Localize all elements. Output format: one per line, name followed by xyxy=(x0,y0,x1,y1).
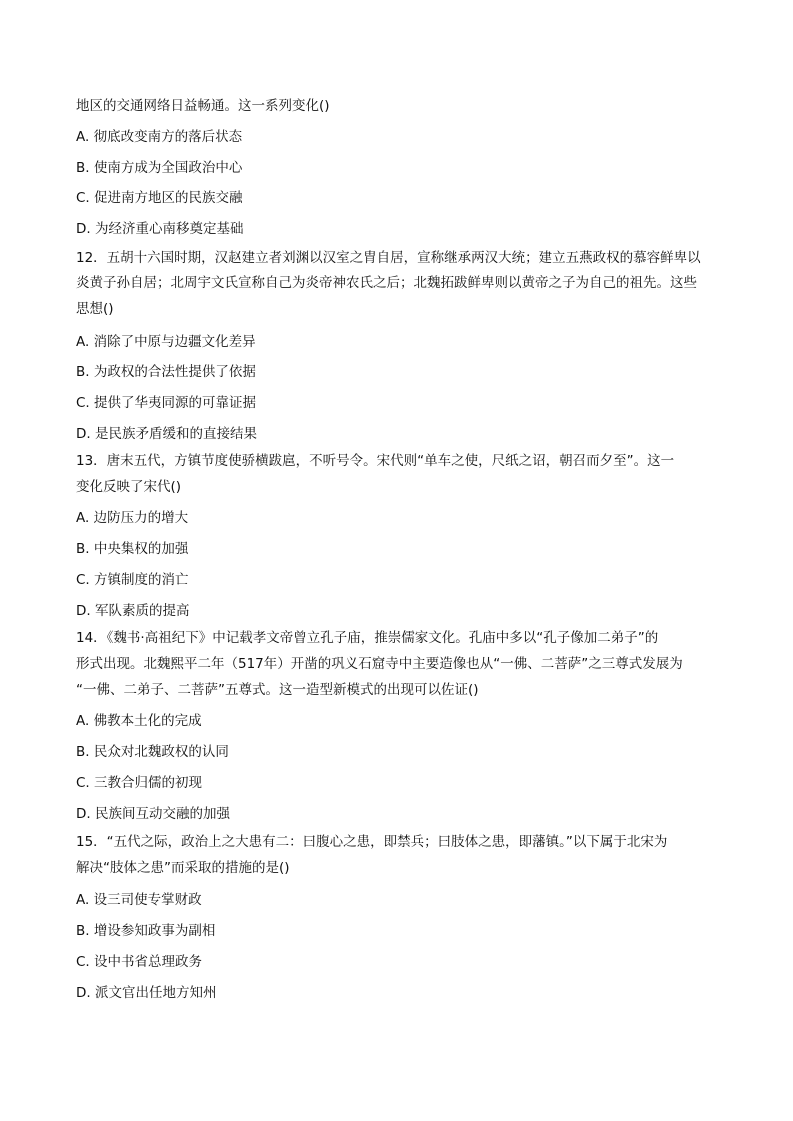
q15-option-a: A. 设三司使专掌财政 xyxy=(76,892,202,908)
q14-option-d: D. 民族间互动交融的加强 xyxy=(76,806,230,822)
q12-option-b: B. 为政权的合法性提供了依据 xyxy=(76,364,256,380)
q13-option-c: C. 方镇制度的消亡 xyxy=(76,572,189,588)
q11-option-a: A. 彻底改变南方的落后状态 xyxy=(76,129,243,145)
q15-option-c: C. 设中书省总理政务 xyxy=(76,954,203,970)
q12-option-d: D. 是民族矛盾缓和的直接结果 xyxy=(76,426,257,442)
q11-option-b: B. 使南方成为全国政治中心 xyxy=(76,160,243,176)
q13-option-b: B. 中央集权的加强 xyxy=(76,541,189,557)
q11-option-d: D. 为经济重心南移奠定基础 xyxy=(76,221,244,237)
q13-option-d: D. 军队素质的提高 xyxy=(76,603,190,619)
q14-stem-line-3: “一佛、二弟子、二菩萨”五尊式。这一造型新模式的出现可以佐证() xyxy=(76,682,479,698)
q15-stem-line-2: 解决“肢体之患”而采取的措施的是() xyxy=(76,860,290,876)
q12-option-a: A. 消除了中原与边疆文化差异 xyxy=(76,334,256,350)
q12-stem-line-3: 思想() xyxy=(76,301,114,317)
question-11-stem-tail: 地区的交通网络日益畅通。这一系列变化() xyxy=(76,98,330,114)
q15-stem-line-1: 15．“五代之际，政治上之大患有二：曰腹心之患，即禁兵；曰肢体之患，即藩镇。”以下属于北宋为 xyxy=(76,834,668,850)
q15-option-b: B. 增设参知政事为副相 xyxy=(76,923,216,939)
q12-option-c: C. 提供了华夷同源的可靠证据 xyxy=(76,395,257,411)
q13-stem-line-1: 13．唐末五代，方镇节度使骄横跋扈，不听号令。宋代则“单车之使，尺纸之诏，朝召而夕至”。这一 xyxy=(76,453,675,469)
q14-option-a: A. 佛教本土化的完成 xyxy=(76,713,202,729)
q14-option-c: C. 三教合归儒的初现 xyxy=(76,775,203,791)
q13-stem-line-2: 变化反映了宋代() xyxy=(76,479,182,495)
q15-option-d: D. 派文官出任地方知州 xyxy=(76,985,217,1001)
q13-option-a: A. 边防压力的增大 xyxy=(76,510,189,526)
q12-stem-line-1: 12．五胡十六国时期，汉赵建立者刘渊以汉室之胄自居，宣称继承两汉大统；建立五燕政权的慕容鲜卑以 xyxy=(76,250,701,266)
q12-stem-line-2: 炎黄子孙自居；北周宇文氏宣称自己为炎帝神农氏之后；北魏拓跋鲜卑则以黄帝之子为自己的祖先。这些 xyxy=(76,275,697,291)
q14-option-b: B. 民众对北魏政权的认同 xyxy=(76,744,229,760)
q14-stem-line-1: 14．《魏书·高祖纪下》中记载孝文帝曾立孔子庙，推崇儒家文化。孔庙中多以“孔子像加二弟子”的 xyxy=(76,630,659,646)
q14-stem-line-2: 形式出现。北魏熙平二年（517年）开凿的巩义石窟寺中主要造像也从“一佛、二菩萨”之三尊式发展为 xyxy=(76,656,683,672)
q11-option-c: C. 促进南方地区的民族交融 xyxy=(76,190,243,206)
